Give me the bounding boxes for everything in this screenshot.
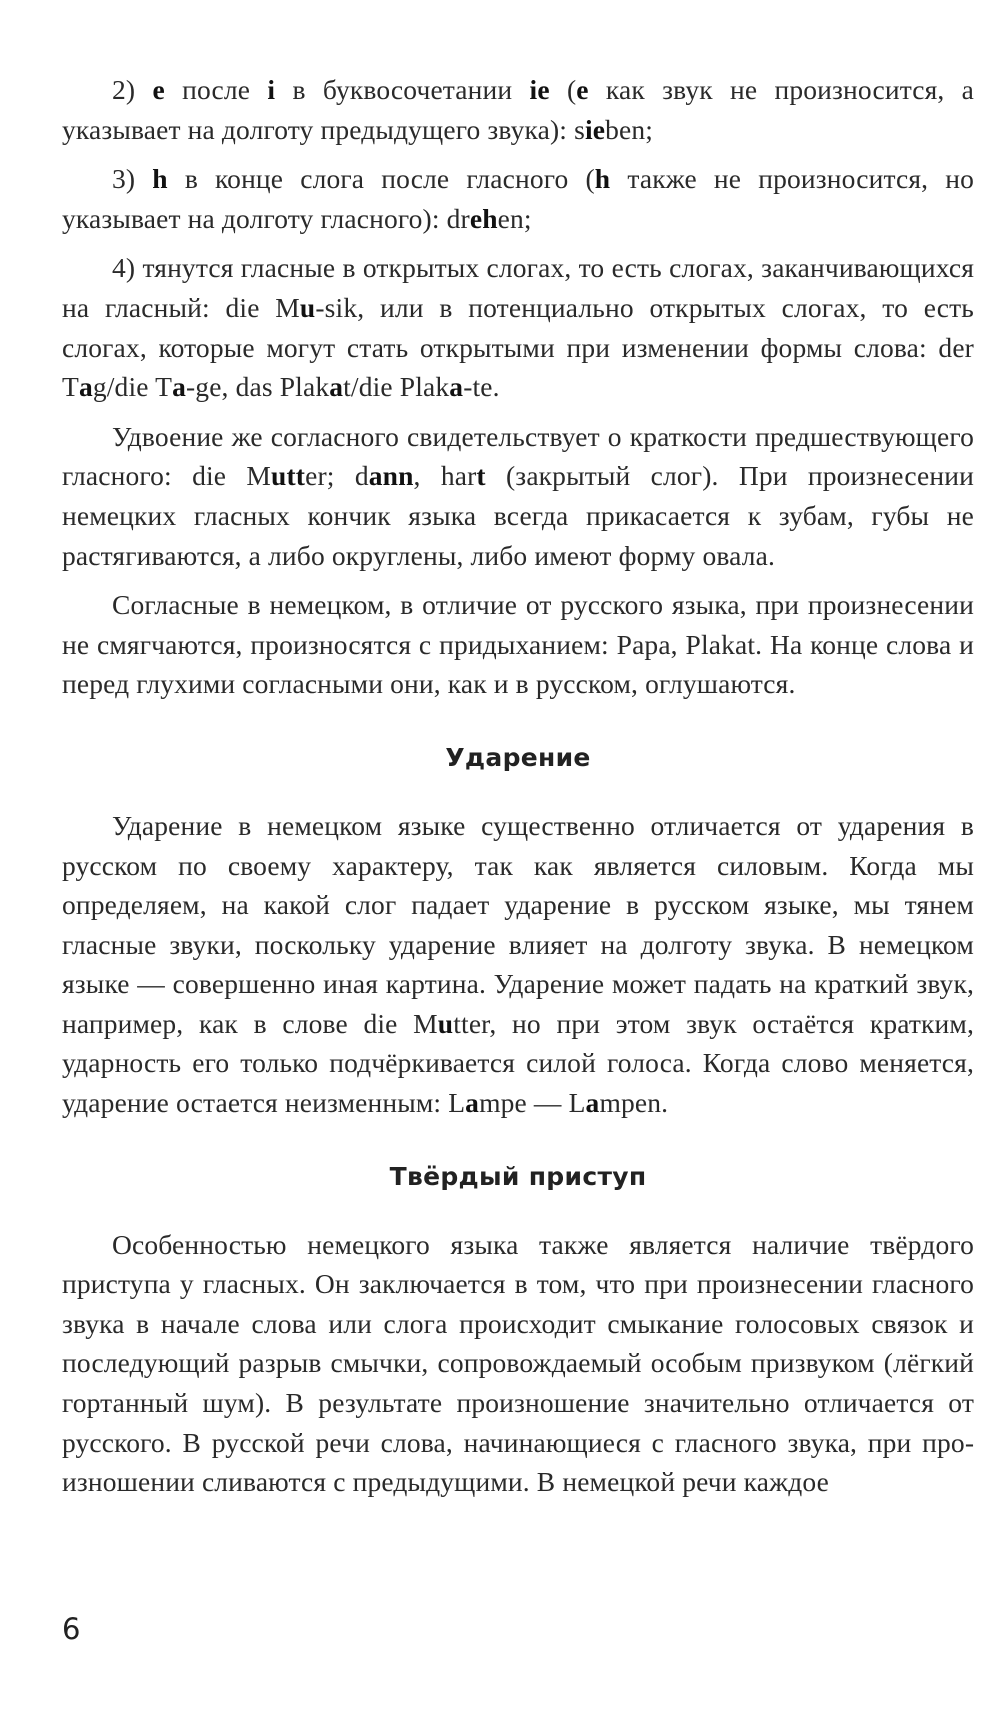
bold-letter: ie <box>584 113 606 145</box>
text-run: er; d <box>305 460 369 492</box>
bold-letter: h <box>152 163 168 195</box>
section-heading-stress: Ударение <box>445 742 591 772</box>
text-run: в буквосочетании <box>275 74 530 105</box>
bold-letter: a <box>78 371 93 403</box>
intro-block <box>62 70 974 704</box>
bold-letter: u <box>299 291 316 323</box>
bold-letter: utt <box>271 460 306 492</box>
bold-letter: eh <box>469 202 498 234</box>
text-run: -ge, das Plak <box>185 371 330 403</box>
text-run: g/die T <box>92 371 173 403</box>
text-run: ben; <box>605 113 654 145</box>
paragraph <box>62 585 974 704</box>
bold-letter: a <box>172 371 186 403</box>
text-run: (закрытый слог). При произнесении немецких гласных кончик языка всегда прикасается к зубам, губы не растягиваются, а либо округлены, либо имеют форму овала. <box>62 460 974 571</box>
bold-letter: u <box>437 1007 454 1039</box>
text-run: Согласные в немецком, в отличие от русского языка, при произнесении не смягчаются, произносятся с придыханием: Papa, Plakat. На конце слова и перед глухими согласными они, как и в русском, оглушаются. <box>62 589 974 700</box>
text-run: t/die Plak <box>343 371 450 403</box>
bold-letter: a <box>329 371 344 403</box>
text-run: en; <box>497 202 532 234</box>
paragraph <box>62 70 974 149</box>
text-run: mpe — L <box>479 1087 586 1119</box>
text-run: -te. <box>463 371 500 403</box>
text-run: mpen. <box>599 1087 669 1119</box>
page-number: 6 <box>62 1612 81 1646</box>
text-run: как звук не произносится, а указывает на долготу предыдущего звука): s <box>62 74 975 145</box>
paragraph <box>62 806 974 1123</box>
bold-letter: a <box>449 371 464 403</box>
text-run: также не произносится, но указывает на долготу гласного): dr <box>62 163 974 234</box>
section-heading-glottal-stop: Твёрдый приступ <box>389 1161 647 1191</box>
book-page <box>62 70 974 1502</box>
paragraph <box>62 417 974 575</box>
text-run: 3) <box>112 163 153 195</box>
bold-letter: ann <box>368 460 414 492</box>
text-run: Ударение в немецком языке существенно отличается от ударения в русском по своему характеру, так как является силовым. Когда мы определяем, на какой слог падает ударение в русском языке, мы тянем гласные звуки, поскольку ударение влияет на долготу звука. В немецком языке — совершенно иная картина. Ударение может падать на краткий звук, например, как в слове die M <box>62 809 974 1039</box>
text-run: ( <box>549 74 577 105</box>
text-run: Особенностью немецкого языка также является наличие твёрдого приступа у гласных. Он заключается в том, что при произнесении гласного звука в начале слова или слога происходит смыкание голосовых связок и последующий разрыв смычки, сопровождаемый особым призвуком (лёгкий гортанный шум). В результате произношение значительно отличается от русского. В русской речи слова, начинающиеся с гласного звука, при произношении сливаются с предыдущими. В немецкой речи каждое <box>62 1228 974 1498</box>
bold-letter: h <box>594 163 611 195</box>
glottal-stop-block <box>62 1225 974 1502</box>
text-run: 4) тянутся гласные в открытых слогах, то есть слогах, заканчивающихся на гласный: die M <box>62 252 974 323</box>
text-run: после <box>164 74 268 105</box>
stress-block <box>62 806 974 1123</box>
bold-letter: ie <box>529 74 550 105</box>
text-run: tter, но при этом звук остаётся кратким, ударность его только подчёркивается силой голоса. Когда слово меняется, ударение остается неизменным: L <box>62 1007 974 1119</box>
text-run: , har <box>413 460 477 492</box>
text-run: 2) <box>112 74 153 105</box>
bold-letter: е <box>576 74 589 105</box>
text-run: Удвоение же согласного свидетельствует о краткости предшествующего гласного: die M <box>62 420 974 492</box>
bold-letter: i <box>267 74 276 105</box>
bold-letter: a <box>585 1087 600 1119</box>
bold-letter: a <box>465 1087 480 1119</box>
paragraph <box>62 159 974 238</box>
text-run: в конце слога после гласного ( <box>167 163 595 195</box>
paragraph <box>62 1225 974 1502</box>
bold-letter: t <box>476 460 486 492</box>
paragraph <box>62 248 974 406</box>
bold-letter: е <box>152 74 165 105</box>
text-run: -sik, или в потенциально открытых слогах, то есть слогах, которые могут стать открытыми при изменении формы слова: der T <box>62 291 974 403</box>
